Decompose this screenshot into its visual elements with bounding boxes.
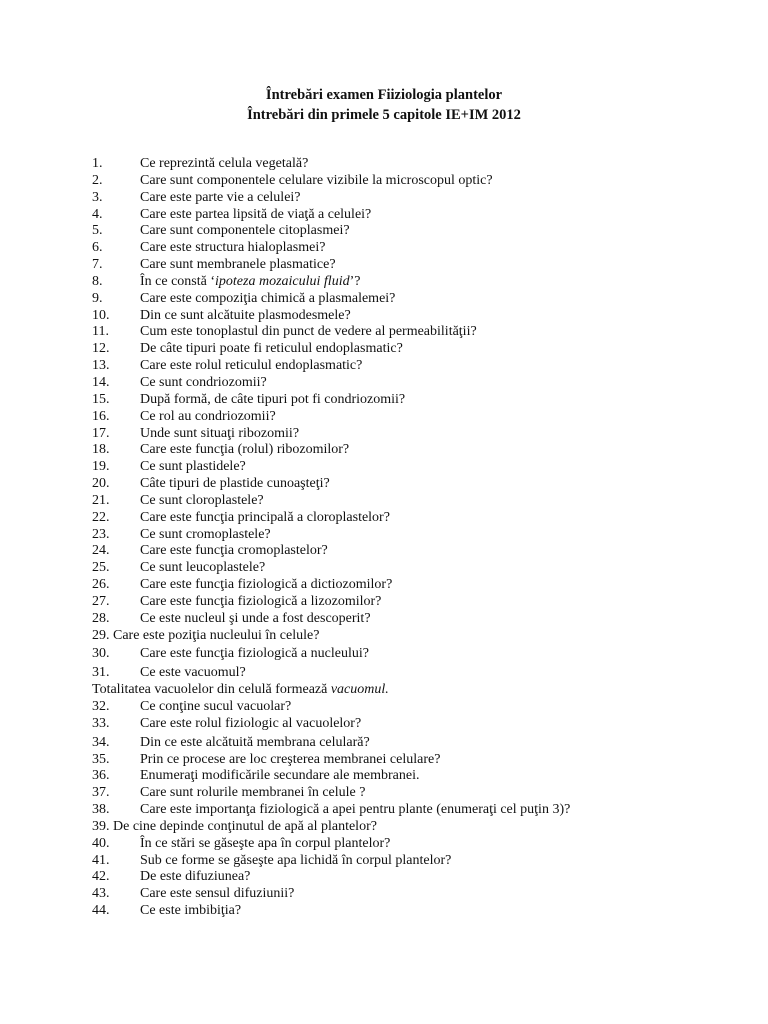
question-item (92, 594, 728, 611)
question-item (92, 628, 728, 645)
question-number: 2. (92, 172, 103, 188)
question-number: 12. (92, 341, 110, 357)
question-item (92, 699, 728, 716)
question-item (92, 527, 728, 544)
question-text: Câte tipuri de plastide cunoaşteţi? (140, 476, 330, 492)
question-number: 16. (92, 408, 110, 424)
question-text: Care este funcţia principală a cloroplastelor? (140, 509, 390, 525)
question-item (92, 341, 728, 358)
question-item (92, 156, 728, 173)
question-text: Ce este vacuomul? (140, 665, 246, 681)
note-text-italic: vacuomul. (330, 682, 389, 698)
document-subtitle: Întrebări din primele 5 capitole IE+IM 2012 (247, 107, 521, 123)
question-number: 4. (92, 206, 103, 222)
question-item (92, 785, 728, 802)
question-text: Care este sensul difuziunii? (140, 886, 295, 902)
question-item (92, 476, 728, 493)
vacuom-note (92, 682, 728, 699)
question-number: 15. (92, 391, 110, 407)
question-text: Ce este imbibiţia? (140, 903, 242, 919)
question-number: 37. (92, 785, 110, 801)
question-item (92, 257, 728, 274)
question-text: Care este rolul reticulul endoplasmatic? (140, 358, 363, 374)
question-text: Care este rolul fiziologic al vacuolelor? (140, 715, 362, 731)
question-item (92, 869, 728, 886)
question-text: Care este compoziţia chimică a plasmalemei? (140, 290, 396, 306)
question-item (92, 392, 728, 409)
question-item (92, 442, 728, 459)
question-text: Ce rol au condriozomii? (140, 408, 276, 424)
question-text: 39. De cine depinde conţinutul de apă al plantelor? (92, 818, 377, 834)
question-text: Ce sunt cromoplastele? (140, 526, 271, 542)
question-text: Care sunt rolurile membranei în celule ? (140, 785, 366, 801)
question-item (92, 190, 728, 207)
question-item (92, 274, 728, 291)
question-text-end: ’? (349, 273, 361, 289)
question-item (92, 646, 728, 663)
question-text-start: În ce constă ‘ (140, 273, 216, 289)
question-item (92, 853, 728, 870)
question-text: Ce reprezintă celula vegetală? (140, 156, 309, 171)
question-number: 17. (92, 425, 110, 441)
question-number: 30. (92, 646, 110, 662)
question-item (92, 665, 728, 682)
question-text: Cum este tonoplastul din punct de vedere al permeabilităţii? (140, 324, 477, 340)
question-item (92, 560, 728, 577)
question-text: Care este funcţia fiziologică a dictiozomilor? (140, 577, 393, 593)
question-number: 8. (92, 273, 103, 289)
question-number: 9. (92, 290, 103, 306)
question-text: Care este funcţia cromoplastelor? (140, 543, 328, 559)
question-text: Ce conţine sucul vacuolar? (140, 699, 292, 714)
question-text: Care este parte vie a celulei? (140, 189, 301, 205)
question-item (92, 308, 728, 325)
question-number: 1. (92, 156, 103, 171)
question-text: Prin ce procese are loc creşterea membranei celulare? (140, 751, 441, 767)
question-item (92, 426, 728, 443)
question-text: Care sunt componentele celulare vizibile la microscopul optic? (140, 172, 493, 188)
question-item (92, 611, 728, 628)
question-number: 28. (92, 610, 110, 626)
question-number: 24. (92, 543, 110, 559)
question-number: 14. (92, 374, 110, 390)
question-text: Enumeraţi modificările secundare ale membranei. (140, 768, 420, 784)
question-item (92, 903, 728, 920)
question-text (140, 274, 360, 291)
question-text: Ce sunt cloroplastele? (140, 492, 264, 508)
question-number: 34. (92, 734, 110, 750)
question-number: 44. (92, 903, 110, 919)
question-number: 42. (92, 869, 110, 885)
question-text: De este difuziunea? (140, 869, 251, 885)
question-text: Ce sunt leucoplastele? (140, 560, 266, 576)
question-text: Care este funcţia fiziologică a nucleului? (140, 646, 369, 662)
question-number: 6. (92, 240, 103, 256)
question-text: Ce este nucleul şi unde a fost descoperit? (140, 610, 371, 626)
question-text: După formă, de câte tipuri pot fi condriozomii? (140, 391, 406, 407)
question-number: 23. (92, 526, 110, 542)
question-number: 7. (92, 257, 103, 273)
question-number: 19. (92, 459, 110, 475)
question-number: 43. (92, 886, 110, 902)
question-item (92, 291, 728, 308)
question-number: 27. (92, 593, 110, 609)
question-text: Din ce sunt alcătuite plasmodesmele? (140, 307, 351, 323)
document-title: Întrebări examen Fiiziologia plantelor (265, 87, 503, 103)
question-number: 32. (92, 699, 110, 714)
question-item (92, 240, 728, 257)
question-number: 40. (92, 835, 110, 851)
note-text-start: Totalitatea vacuolelor din celulă formează (92, 682, 331, 698)
question-number: 20. (92, 476, 110, 492)
question-number: 31. (92, 665, 110, 681)
question-item (92, 768, 728, 785)
question-number: 38. (92, 802, 110, 818)
question-text: Ce sunt condriozomii? (140, 374, 267, 390)
question-item (92, 886, 728, 903)
question-number: 21. (92, 492, 110, 508)
question-item (92, 375, 728, 392)
question-number: 35. (92, 751, 110, 767)
question-text: Unde sunt situaţi ribozomii? (140, 425, 300, 441)
question-number: 3. (92, 189, 103, 205)
question-number: 36. (92, 768, 110, 784)
question-number: 26. (92, 577, 110, 593)
question-text: Care este structura hialoplasmei? (140, 240, 326, 256)
question-number: 22. (92, 509, 110, 525)
question-number: 18. (92, 442, 110, 458)
question-item (92, 577, 728, 594)
question-text: 29. Care este poziţia nucleului în celule? (92, 627, 320, 643)
question-list (92, 156, 728, 920)
question-item (92, 493, 728, 510)
question-number: 41. (92, 852, 110, 868)
question-item (92, 459, 728, 476)
question-number: 10. (92, 307, 110, 323)
question-text: Sub ce forme se găseşte apa lichidă în corpul plantelor? (140, 852, 452, 868)
question-item (92, 207, 728, 224)
question-item (92, 819, 728, 836)
question-text: Din ce este alcătuită membrana celulară? (140, 734, 370, 750)
question-number: 5. (92, 223, 103, 239)
question-item (92, 716, 728, 733)
question-item (92, 358, 728, 375)
question-number: 13. (92, 358, 110, 374)
question-text: În ce stări se găseşte apa în corpul plantelor? (140, 835, 391, 851)
question-text: Care este funcţia fiziologică a lizozomilor? (140, 593, 382, 609)
question-number: 25. (92, 560, 110, 576)
question-text: De câte tipuri poate fi reticulul endoplasmatic? (140, 341, 403, 357)
note-text (92, 682, 389, 699)
question-text: Care sunt componentele citoplasmei? (140, 223, 350, 239)
question-item (92, 324, 728, 341)
question-number: 33. (92, 715, 110, 731)
question-item (92, 409, 728, 426)
question-item (92, 735, 728, 752)
question-text: Care este funcţia (rolul) ribozomilor? (140, 442, 350, 458)
question-item (92, 752, 728, 769)
question-text: Care sunt membranele plasmatice? (140, 257, 336, 273)
question-number: 11. (92, 324, 109, 340)
question-item (92, 223, 728, 240)
question-item (92, 173, 728, 190)
question-item (92, 543, 728, 560)
question-text-italic: ipoteza mozaicului fluid (215, 273, 350, 289)
question-item (92, 802, 728, 819)
question-text: Care este importanţa fiziologică a apei pentru plante (enumeraţi cel puţin 3)? (140, 802, 571, 818)
question-text: Care este partea lipsită de viaţă a celulei? (140, 206, 372, 222)
question-item (92, 836, 728, 853)
question-text: Ce sunt plastidele? (140, 459, 246, 475)
question-item (92, 510, 728, 527)
